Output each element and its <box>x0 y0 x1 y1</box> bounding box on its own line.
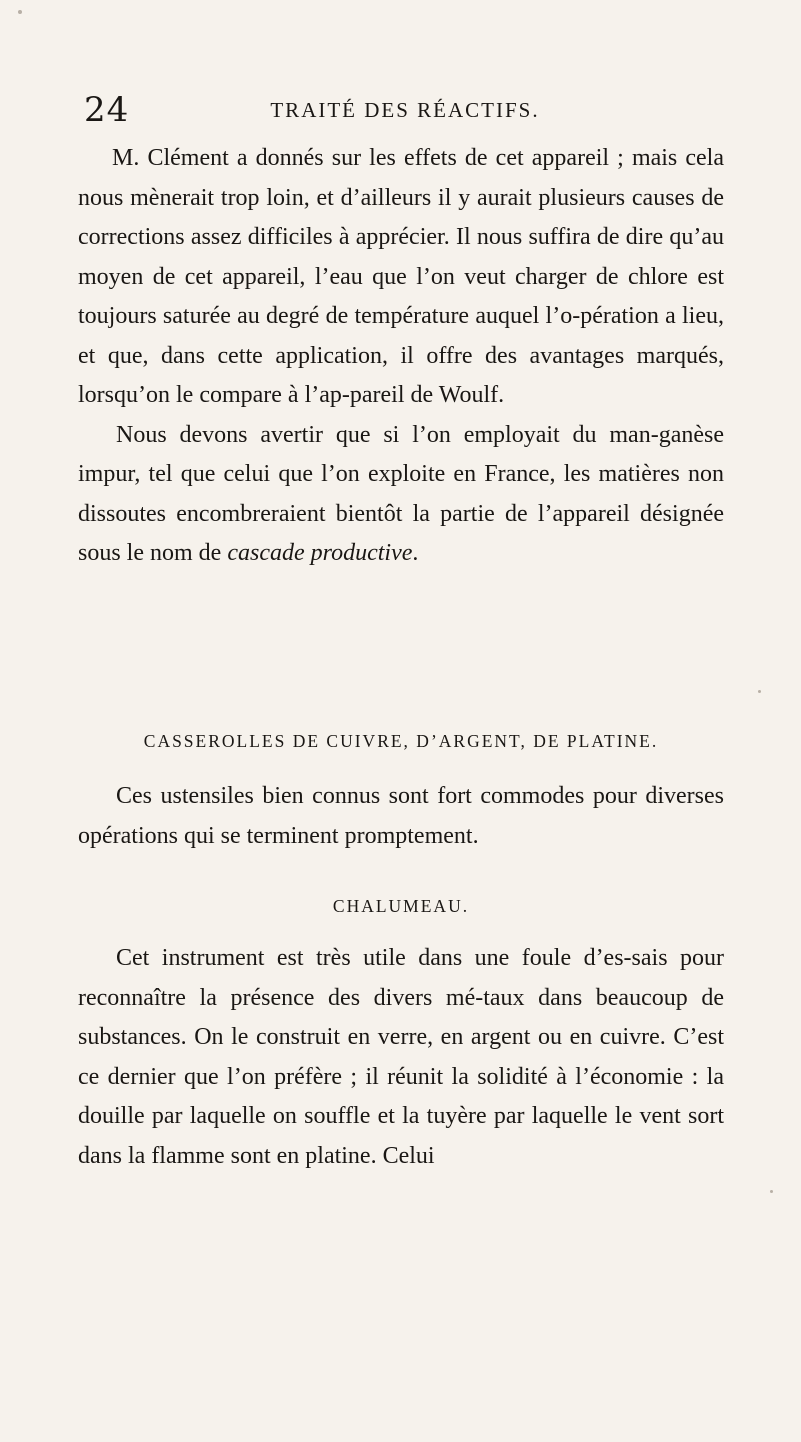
paper-speck <box>770 1190 773 1193</box>
paragraph-1: M. Clément a donnés sur les effets de cet appareil ; mais cela nous mènerait trop loin, et d’ailleurs il y aurait plusieurs causes de corrections assez difficiles à apprécier. Il nous suffira de dire qu’au moyen de cet appareil, l’eau que l’on veut charger de chlore est toujours saturée au degré de température auquel l’o-pération a lieu, et que, dans cette application, il offre des avantages marqués, lorsqu’on le compare à l’ap-pareil de Woulf. <box>78 145 724 408</box>
text-block-1 <box>78 139 724 574</box>
term-cascade-productive: cascade productive <box>227 540 413 566</box>
running-title: TRAITÉ DES RÉACTIFS. <box>270 98 540 122</box>
text-block-3 <box>78 939 724 1176</box>
paragraph-3: Ces ustensiles bien connus sont fort commodes pour diverses opérations qui se terminent promptement. <box>78 783 724 849</box>
paper-speck <box>758 690 761 693</box>
paragraph-2-text: Nous devons avertir que si l’on employait du man-ganèse impur, tel que celui que l’on exploite en France, les matières non dissoutes encombreraient bientôt la partie de l’appareil désignée sous le nom de <box>78 421 724 566</box>
text-block-2 <box>78 777 724 856</box>
page-header <box>80 90 730 138</box>
section-heading-chalumeau: CHALUMEAU. <box>332 896 470 916</box>
paper-speck <box>18 10 22 14</box>
paragraph-2-end: . <box>412 540 419 566</box>
page-number: 24 <box>84 90 130 130</box>
paragraph-4: Cet instrument est très utile dans une foule d’es-sais pour reconnaître la présence des divers mé-taux dans beaucoup de substances. On le construit en verre, en argent ou en cuivre. C’est ce dernier que l’on préfère ; il réunit la solidité à l’économie : la douille par laquelle on souffle et la tuyère par laquelle le vent sort dans la flamme sont en platine. Celui <box>78 945 724 1169</box>
section-heading-casseroles: CASSEROLLES DE CUIVRE, D’ARGENT, DE PLATINE. <box>143 731 659 751</box>
paragraph-2 <box>78 416 724 574</box>
